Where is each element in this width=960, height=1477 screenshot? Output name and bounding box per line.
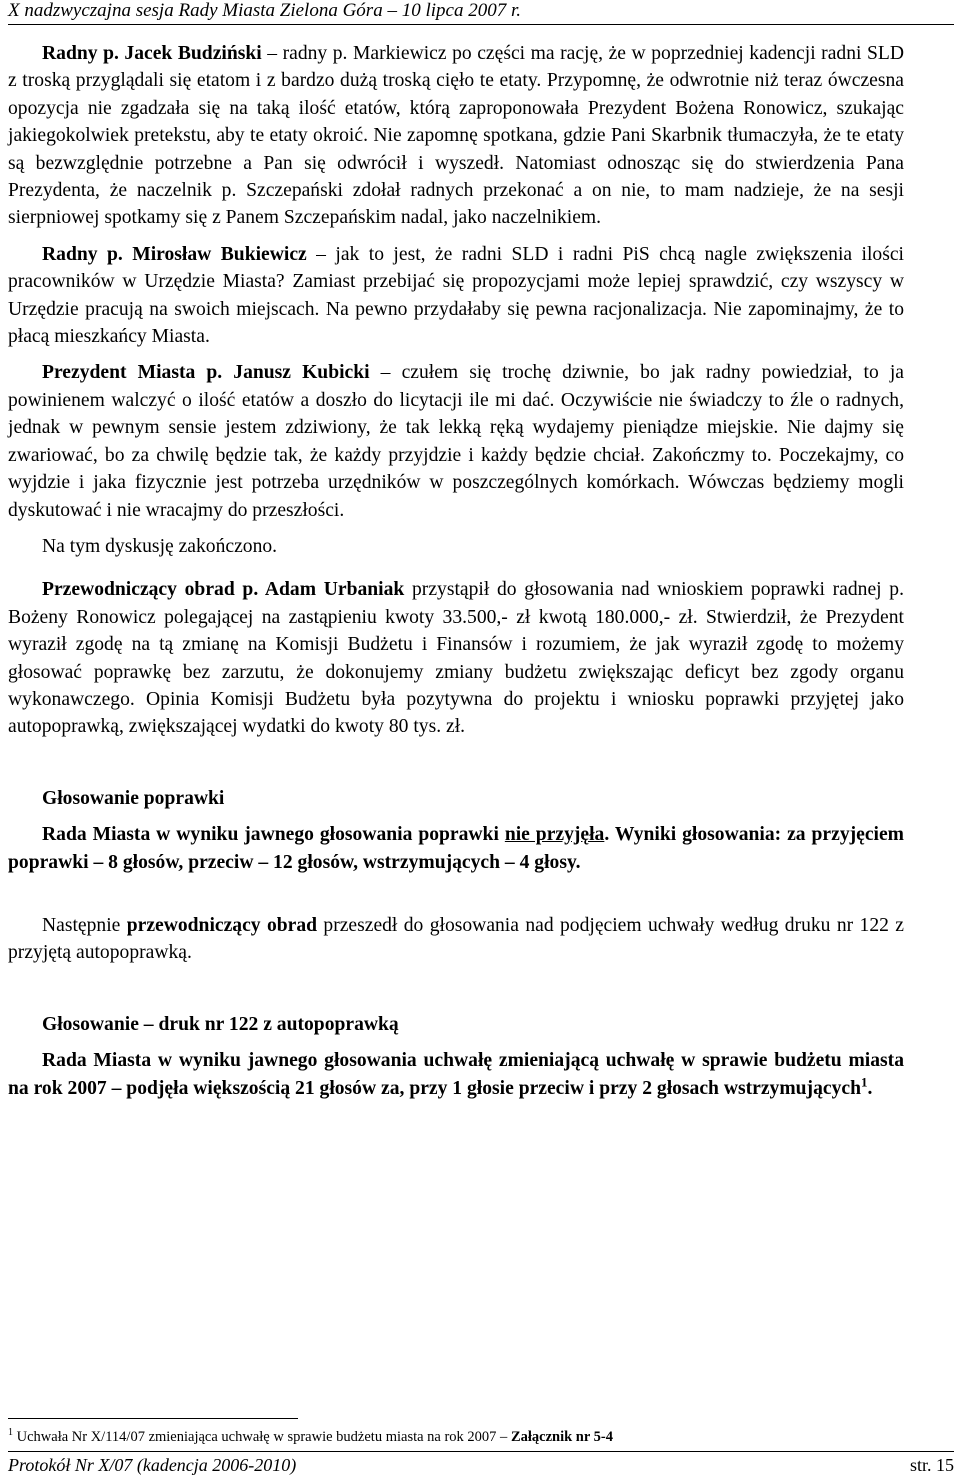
- speech-text: – jak to jest, że radni SLD i radni PiS chcą nagle zwiększenia ilości pracowników w Urzędzie Miasta? Zamiast przebijać się propozycjami może lepiej sprawdzić, czy wszyscy w Urzędzie pracują na swoich miejscach. Na pewno przydałaby się pewna racjonalizacja. Nie zapominajmy, że to płacą mieszkańcy Miasta.: [8, 243, 904, 348]
- speaker-name: przewodniczący obrad: [126, 914, 318, 936]
- vote-text-part: Rada Miasta w wyniku jawnego głosowania poprawki: [42, 824, 505, 846]
- footer-protocol: Protokół Nr X/07 (kadencja 2006-2010): [8, 1455, 297, 1475]
- speech-text: – radny p. Markiewicz po części ma rację, że w poprzedniej kadencji radni SLD z troską przyglądali się etatom i z bardzo dużą troską cięło te etaty. Przypomnę, że odwrotnie niż teraz ówczesna opozycja nie zgadzała się na taką ilość etatów, którą zaproponowała Prezydent Bożena Ronowicz, szukając jakiegokolwiek pretekstu, aby te etaty okroić. Nie zapomnę spotkana, gdzie Pani Skarbnik tłumaczyła, że te etaty są bezwzględnie potrzebne a Pan się odwrócił i wyszedł. Natomiast odnosząc się do stwierdzenia Pana Prezydenta, że naczelnik p. Szczepański zdołał radnych przekonać a on nie, to mam nadzieje, że na sesji sierpniowej spotkamy się z Panem Szczepańskim nadal, jako naczelnikiem.: [8, 43, 904, 229]
- footnote-number: 1: [8, 1427, 13, 1439]
- vote-text-part: Rada Miasta w wyniku jawnego głosowania uchwałę zmieniającą uchwałę w sprawie budżetu miasta na rok 2007 – podjęła większością 21 głosów za, przy 1 głosie przeciw i przy 2 głosach wstrzymujących: [8, 1050, 904, 1099]
- vote-result-text: [8, 1050, 904, 1098]
- paragraph-kubicki: [8, 359, 904, 523]
- paragraph-discussion-closed: [8, 533, 904, 560]
- page-footer: [8, 1451, 954, 1476]
- statement-text: Następnie: [42, 914, 127, 936]
- paragraph-vote-result-2: [8, 1047, 904, 1102]
- speech-text: przystąpił do głosowania nad wnioskiem poprawki radnej p. Bożeny Ronowicz polegającej na zastąpieniu kwoty 33.500,- zł kwotą 180.000,- zł. Stwierdził, że Prezydent wyraził zgodę na tą zmianę na Komisji Budżetu i Finansów i rozumiem, że jak wyraził zgodę to możemy głosować poprawkę bez zarzutu, że dokonujemy zmiany budżetu zwiększając deficyt bez zgody organu wykonawczego. Opinia Komisji Budżetu była pozytywna do projektu i wniosku poprawki przyjętej jako autopoprawką, zwiększającej wydatki do kwoty 80 tys. zł.: [8, 579, 904, 738]
- footnote: [8, 1428, 908, 1446]
- footnote-separator: [8, 1418, 298, 1419]
- heading-vote-amendment: [8, 785, 904, 812]
- speech-text: – czułem się trochę dziwnie, bo jak radny powiedział, to ja powinienem walczyć o ilość etatów a doszło do licytacji ile mi dać. Oczywiście nie świadczy to źle o radnych, jednak w pewnym sensie jestem zdziwiony, że tak lekką ręką wydajemy pieniądze miejskie. Nie dajmy się zwariować, bo za chwilę będzie tak, że każdy przyjdzie i każdy będzie chciał. Zakończmy to. Poczekajmy, co wyjdzie i jaka fizycznie jest potrzeba urzędników w poszczególnych komórkach. Wówczas będziemy mogli dyskutować i nie wracajmy do przeszłości.: [8, 362, 904, 521]
- speaker-name: Przewodniczący obrad p. Adam Urbaniak: [42, 579, 405, 601]
- paragraph-urbaniak: [8, 576, 904, 740]
- section-heading: Głosowanie poprawki: [42, 787, 225, 809]
- section-heading: Głosowanie – druk nr 122 z autopoprawką: [42, 1013, 399, 1035]
- footnote-reference[interactable]: 1: [860, 1074, 868, 1090]
- paragraph-proceed-vote: [8, 912, 904, 967]
- speaker-name: Radny p. Jacek Budziński: [42, 43, 262, 64]
- speaker-name: Radny p. Mirosław Bukiewicz: [42, 243, 307, 265]
- vote-text-part: .: [867, 1077, 873, 1099]
- page-number: str. 15: [909, 1455, 954, 1475]
- vote-outcome: nie przyjęła: [504, 824, 605, 846]
- footnote-attachment: Załącznik nr 5-4: [510, 1429, 613, 1445]
- footnote-text: Uchwała Nr X/114/07 zmieniająca uchwałę w sprawie budżetu miasta na rok 2007 –: [13, 1429, 511, 1445]
- statement-text: przeszedł do głosowania nad podjęciem uchwały według druku nr 122 z przyjętą autopoprawką.: [8, 914, 904, 964]
- header-title: X nadzwyczajna sesja Rady Miasta Zielona Góra – 10 lipca 2007 r.: [8, 0, 521, 21]
- document-body: [8, 40, 904, 1102]
- statement-text: Na tym dyskusję zakończono.: [42, 535, 278, 557]
- heading-vote-druk: [8, 1011, 904, 1038]
- paragraph-vote-result-1: [8, 821, 904, 876]
- page-header: [8, 0, 954, 25]
- speaker-name: Prezydent Miasta p. Janusz Kubicki: [42, 362, 370, 384]
- vote-result-text: [8, 824, 904, 872]
- paragraph-budzinski: [8, 40, 904, 232]
- vote-text-part: . Wyniki głosowania: za przyjęciem poprawki – 8 głosów, przeciw – 12 głosów, wstrzymujących – 4 głosy.: [8, 824, 904, 873]
- paragraph-bukiewicz: [8, 241, 904, 351]
